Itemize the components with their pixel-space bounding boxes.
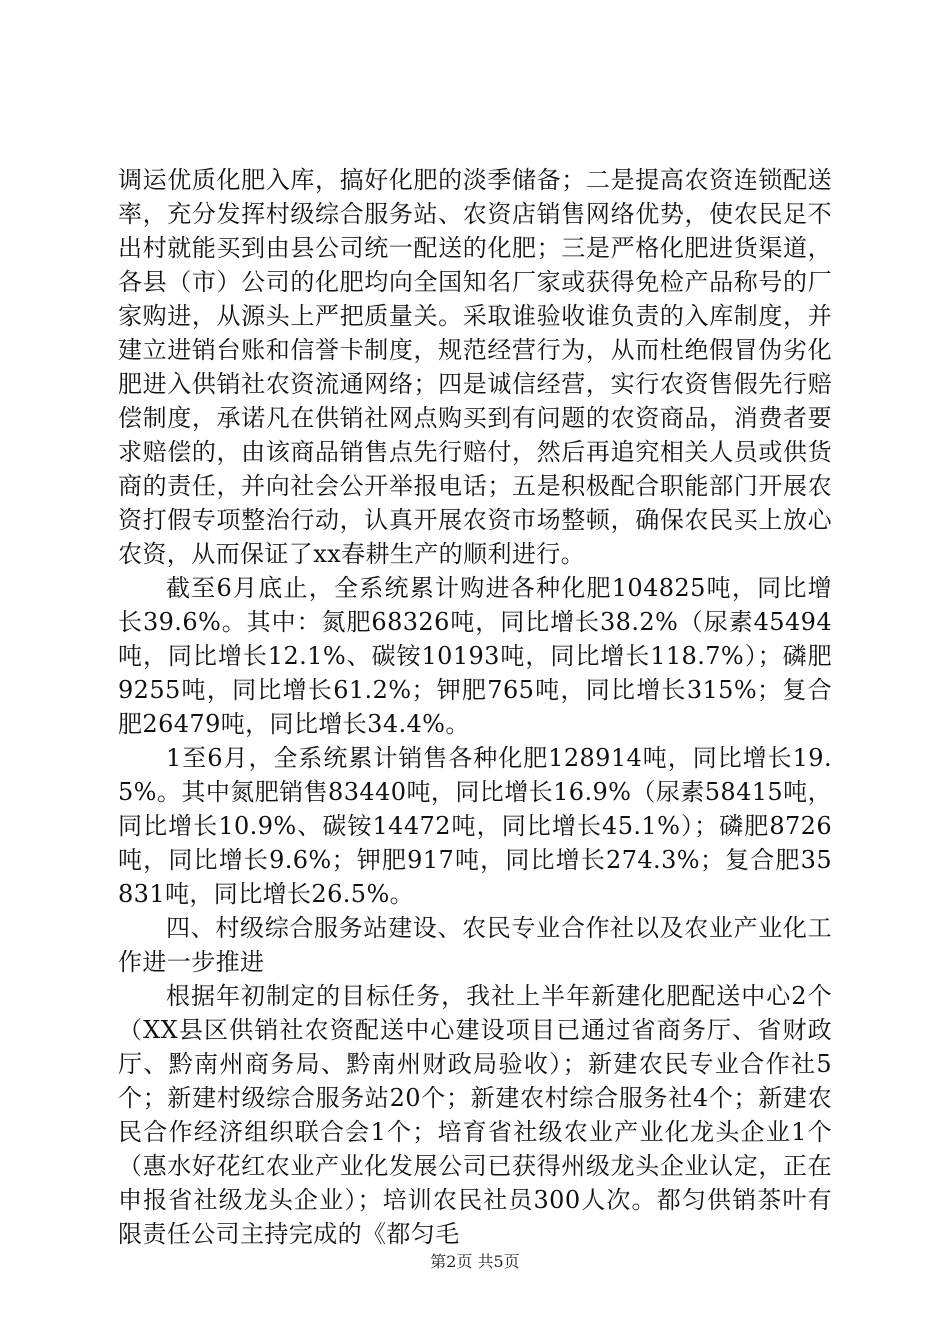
paragraph-purchase-stats: 截至6月底止，全系统累计购进各种化肥104825吨，同比增长39.6%。其中：氮肥68326吨，同比增长38.2%（尿素45494吨，同比增长12.1%、碳铵10193吨，同比增长118.7%）；磷肥9255吨，同比增长61.2%；钾肥765吨，同比增长315%；复合肥26479吨，同比增长34.4%。 <box>118 574 832 738</box>
page-number: 第2页 共5页 <box>430 1252 520 1271</box>
paragraph-sales-stats: 1至6月，全系统累计销售各种化肥128914吨，同比增长19.5%。其中氮肥销售83440吨，同比增长16.9%（尿素58415吨，同比增长10.9%、碳铵14472吨，同比增长45.1%）；磷肥8726吨，同比增长9.6%；钾肥917吨，同比增长274.3%；复合肥35831吨，同比增长26.5%。 <box>118 744 832 908</box>
section-heading: 四、村级综合服务站建设、农民专业合作社以及农业产业化工作进一步推进 <box>118 914 832 976</box>
paragraph-targets: 根据年初制定的目标任务，我社上半年新建化肥配送中心2个（XX县区供销社农资配送中心建设项目已通过省商务厅、省财政厅、黔南州商务局、黔南州财政局验收）；新建农民专业合作社5个；新建村级综合服务站20个；新建农村综合服务社4个；新建农民合作经济组织联合会1个；培育省社级农业产业化龙头企业1个（惠水好花红农业产业化发展公司已获得州级龙头企业认定，正在申报省社级龙头企业）；培训农民社员300人次。都匀供销茶叶有限责任公司主持完成的《都匀毛 <box>118 982 832 1248</box>
document-body <box>118 163 832 1251</box>
paragraph-continuation: 调运优质化肥入库，搞好化肥的淡季储备；二是提高农资连锁配送率，充分发挥村级综合服务站、农资店销售网络优势，使农民足不出村就能买到由县公司统一配送的化肥；三是严格化肥进货渠道，各县（市）公司的化肥均向全国知名厂家或获得免检产品称号的厂家购进，从源头上严把质量关。采取谁验收谁负责的入库制度，并建立进销台账和信誉卡制度，规范经营行为，从而杜绝假冒伪劣化肥进入供销社农资流通网络；四是诚信经营，实行农资售假先行赔偿制度，承诺凡在供销社网点购买到有问题的农资商品，消费者要求赔偿的，由该商品销售点先行赔付，然后再追究相关人员或供货商的责任，并向社会公开举报电话；五是积极配合职能部门开展农资打假专项整治行动，认真开展农资市场整顿，确保农民买上放心农资，从而保证了xx春耕生产的顺利进行。 <box>118 166 832 568</box>
